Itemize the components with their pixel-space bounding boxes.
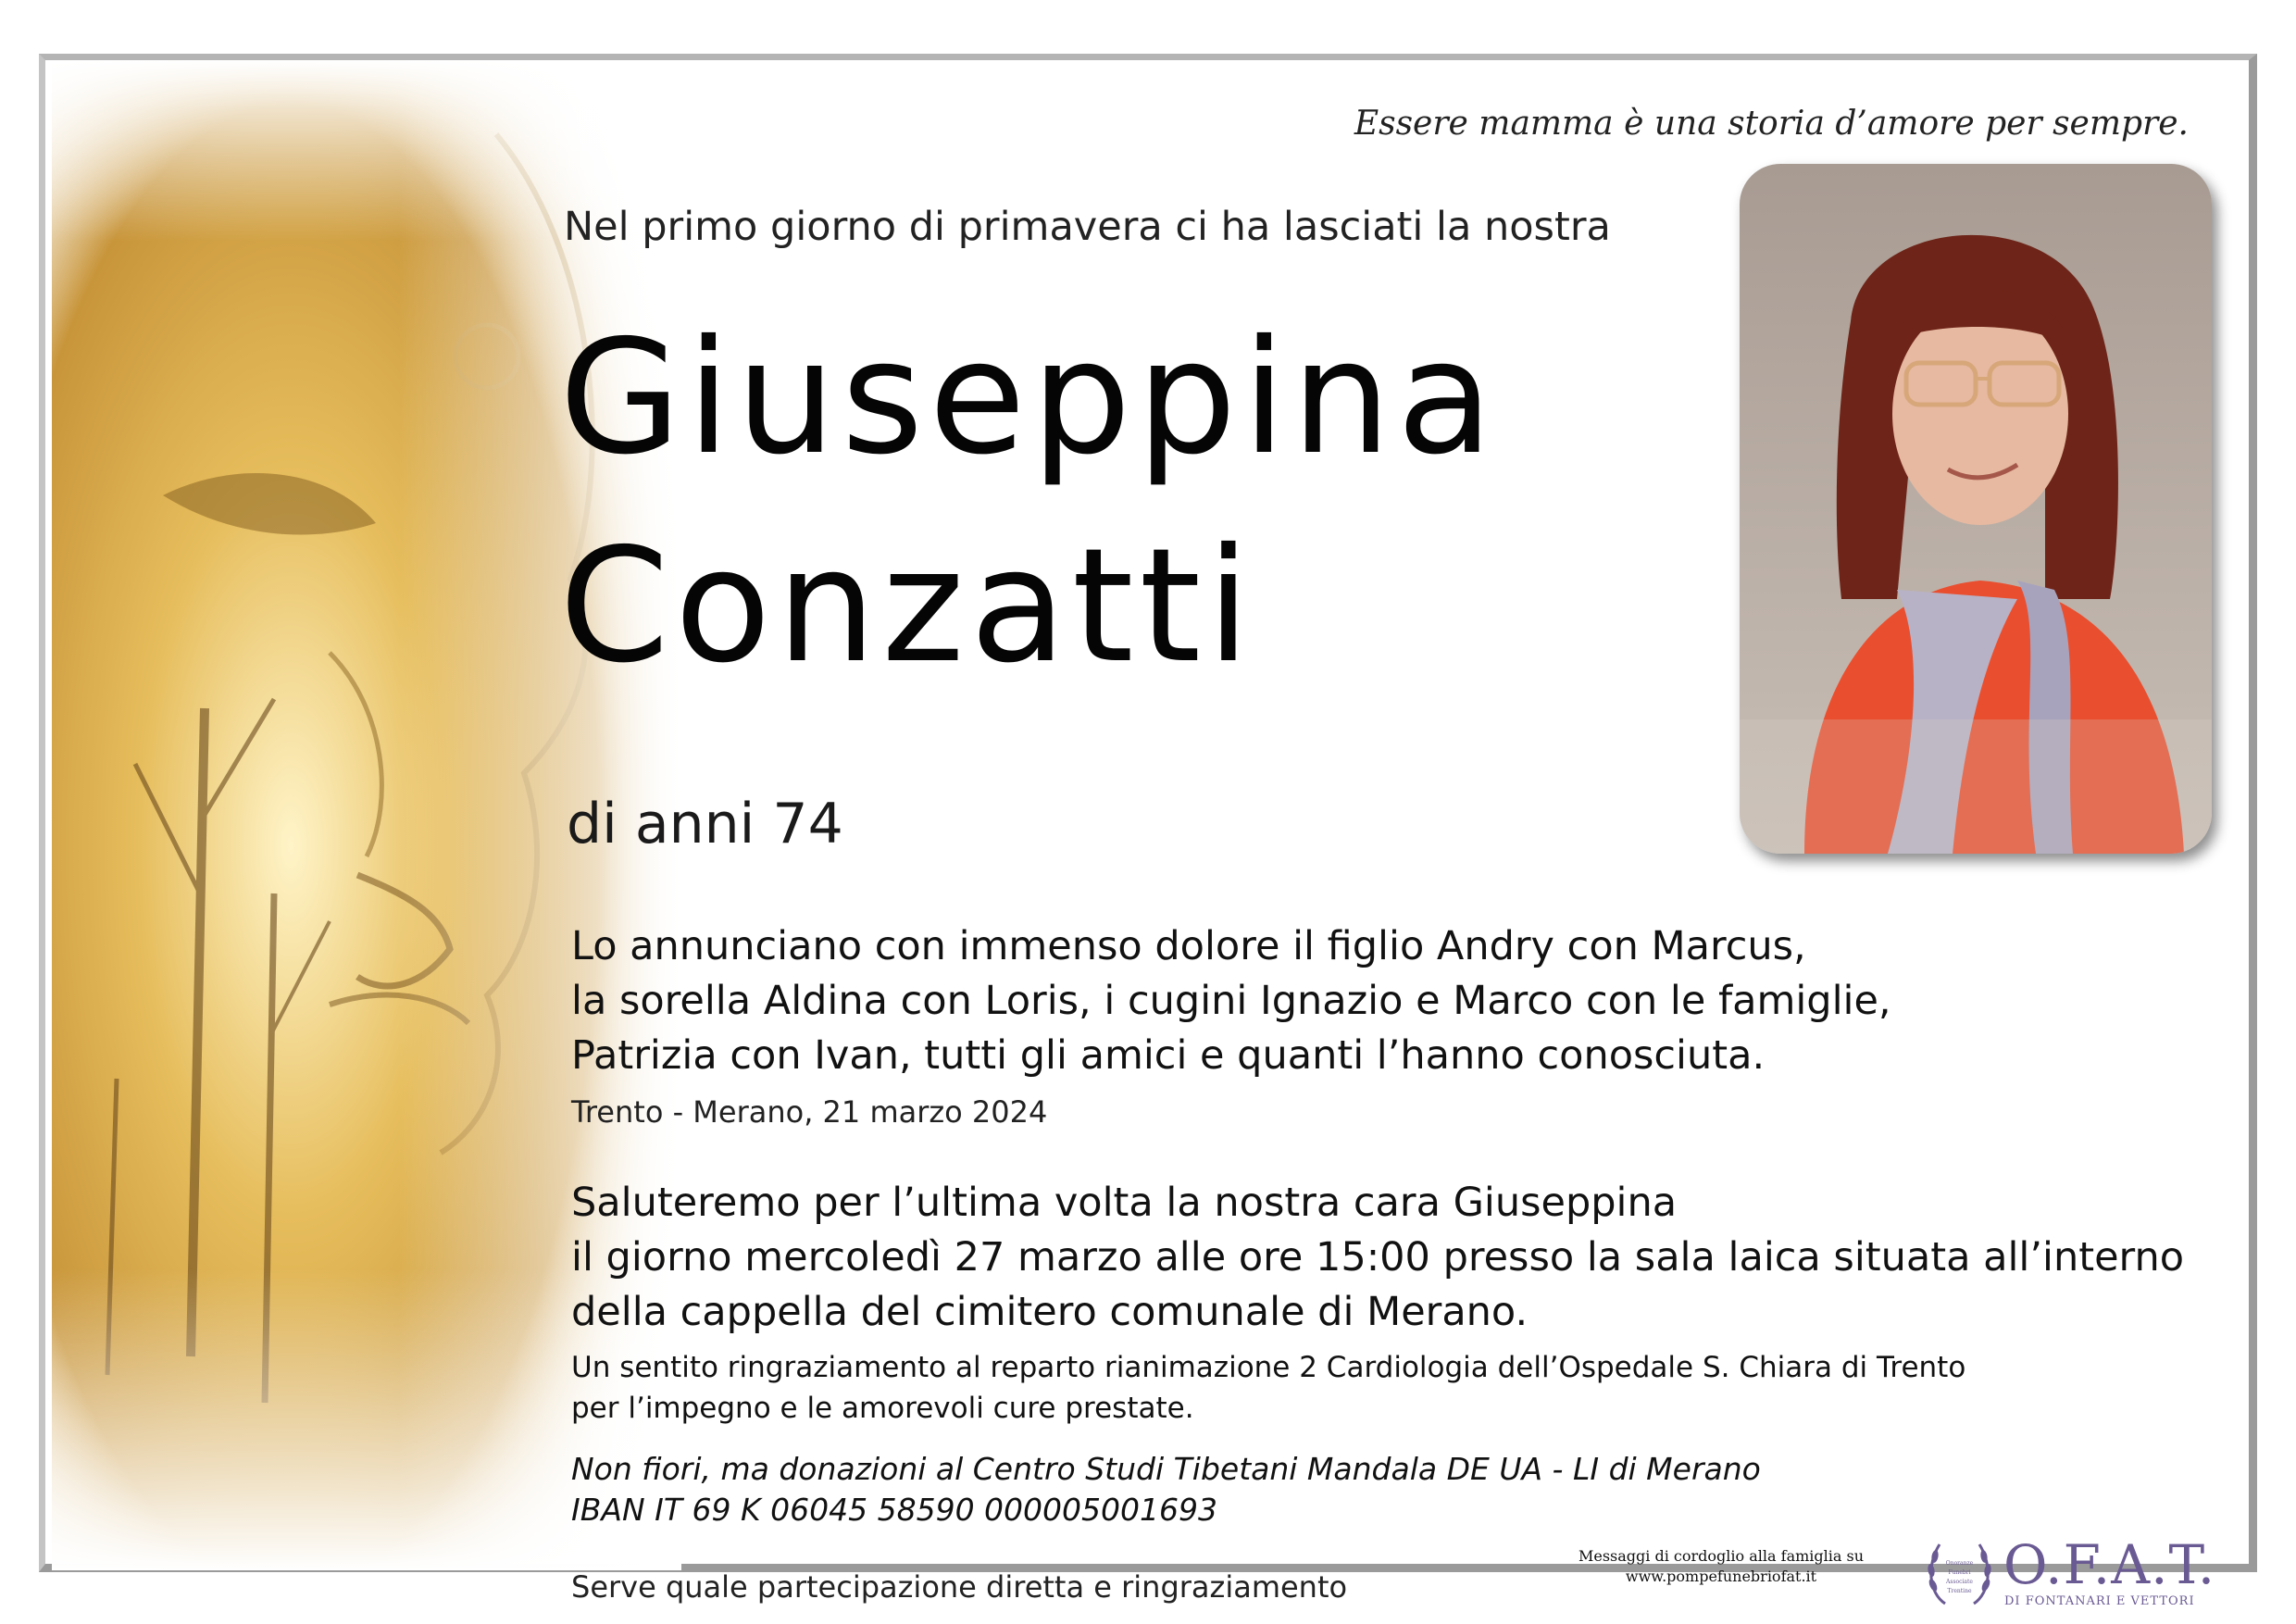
condolence-note (1517, 1546, 1925, 1587)
announcement-paragraph (571, 919, 1891, 1083)
thanks-line: per l’impegno e le amorevoli cure prestate. (571, 1392, 1194, 1425)
ofat-logo (1925, 1533, 2240, 1611)
intro-line: Nel primo giorno di primavera ci ha lasciati la nostra (564, 204, 1611, 250)
laurel-wreath-icon (1925, 1537, 1994, 1611)
funeral-line: della cappella del cimitero comunale di Merano. (571, 1289, 1529, 1335)
emblem-word: Associate (1946, 1579, 1973, 1585)
announcement-line: la sorella Aldina con Loris, i cugini Ignazio e Marco con le famiglie, (571, 978, 1891, 1024)
announcement-line: Patrizia con Ivan, tutti gli amici e quanti l’hanno conosciuta. (571, 1032, 1766, 1079)
funeral-line: Saluteremo per l’ultima volta la nostra cara Giuseppina (571, 1180, 1678, 1226)
motto-quote: Essere mamma è una storia d’amore per sempre. (1354, 105, 2189, 143)
iban-line: IBAN IT 69 K 06045 58590 000005001693 (571, 1492, 1217, 1528)
deceased-age: di anni 74 (567, 792, 843, 856)
emblem-word: Funebri (1948, 1569, 1971, 1576)
closing-line: Serve quale partecipazione diretta e ringraziamento (571, 1569, 1348, 1605)
date-place: Trento - Merano, 21 marzo 2024 (571, 1094, 1048, 1130)
thanks-line: Un sentito ringraziamento al reparto rianimazione 2 Cardiologia dell’Ospedale S. Chiara di Trento (571, 1351, 1966, 1384)
thanks-paragraph (571, 1347, 1965, 1429)
funeral-paragraph (571, 1176, 2184, 1340)
condolence-website-link[interactable]: www.pompefunebriofat.it (1625, 1568, 1817, 1585)
deceased-last-name: Conzatti (559, 515, 1256, 698)
logo-subtitle: DI FONTANARI E VETTORI (2004, 1594, 2195, 1608)
announcement-line: Lo annunciano con immenso dolore il figlio Andry con Marcus, (571, 923, 1806, 969)
emblem-word: Trentine (1947, 1588, 1972, 1594)
donations-line: Non fiori, ma donazioni al Centro Studi Tibetani Mandala DE UA - LI di Merano (571, 1451, 1761, 1487)
donations-paragraph (571, 1449, 1761, 1530)
deceased-first-name: Giuseppina (559, 306, 1499, 490)
emblem-word: Onoranze (1945, 1560, 1974, 1567)
deceased-portrait-photo (1740, 164, 2212, 854)
logo-name: O.F.A.T. (2003, 1533, 2216, 1596)
funeral-line: il giorno mercoledì 27 marzo alle ore 15:00 presso la sala laica situata all’interno (571, 1234, 2185, 1280)
obituary-notice (39, 54, 2257, 1608)
condolence-text: Messaggi di cordoglio alla famiglia su (1578, 1547, 1865, 1565)
